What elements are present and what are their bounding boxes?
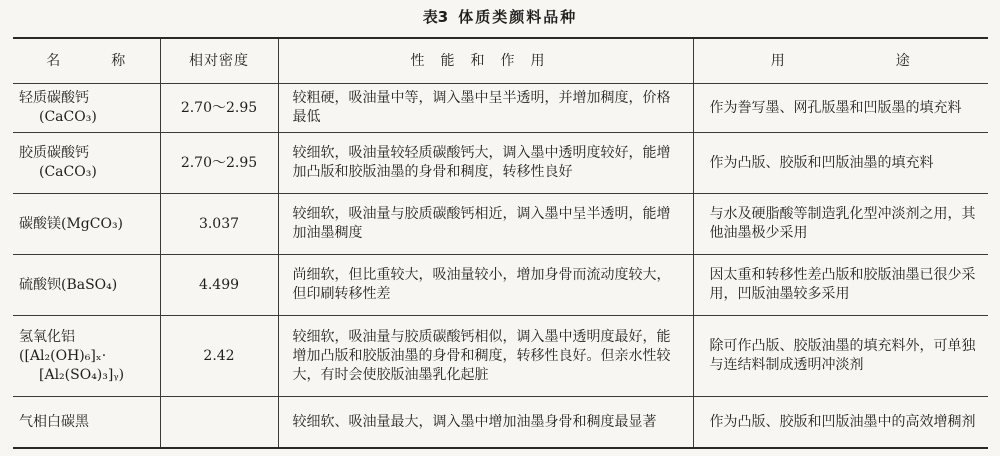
pigment-table xyxy=(13,37,988,449)
cell-use: 与水及硬脂酸等制造乳化型冲淡剂之用，其他油墨极少采用 xyxy=(693,194,988,255)
pigment-name: 气相白碳黑 xyxy=(19,413,89,430)
cell-name xyxy=(13,133,160,194)
pigment-name: 氢氧化铝 xyxy=(19,328,75,345)
table-row xyxy=(13,84,988,133)
table-row xyxy=(13,255,988,316)
cell-density: 2.70～2.95 xyxy=(160,133,278,194)
table-title xyxy=(0,6,1000,27)
header-properties: 性能和作用 xyxy=(278,38,693,84)
cell-properties: 较细软，吸油量与胶质碳酸钙相似，调入墨中透明度最好，能增加凸版和胶版油墨的身骨和稠度，转移性良好。但亲水性较大，有时会使胶版油墨乳化起脏 xyxy=(278,316,693,397)
pigment-name: 胶质碳酸钙 xyxy=(19,145,89,161)
cell-density: 2.70～2.95 xyxy=(160,84,278,133)
cell-properties: 尚细软，但比重较大，吸油量较小，增加身骨而流动度较大，但印刷转移性差 xyxy=(278,255,693,316)
cell-name xyxy=(13,194,160,255)
header-use-part-1: 用 xyxy=(770,52,786,69)
cell-use: 作为誊写墨、网孔版墨和凹版墨的填充料 xyxy=(693,84,988,133)
header-name xyxy=(13,38,160,84)
pigment-formula: (CaCO₃) xyxy=(39,164,97,180)
cell-use: 作为凸版、胶版和凹版油墨中的高效增稠剂 xyxy=(693,397,988,449)
cell-name xyxy=(13,255,160,316)
cell-properties: 较细软，吸油量与胶质碳酸钙相近，调入墨中呈半透明，能增加油墨稠度 xyxy=(278,194,693,255)
cell-properties: 较细软，吸油量较轻质碳酸钙大，调入墨中透明度较好，能增加凸版和胶版油墨的身骨和稠度，转移性良好 xyxy=(278,133,693,194)
header-use xyxy=(693,38,988,84)
cell-density xyxy=(160,397,278,449)
header-row xyxy=(13,38,988,84)
cell-use: 因太重和转移性差凸版和胶版油墨已很少采用，凹版油墨较多采用 xyxy=(693,255,988,316)
pigment-formula-line-1: ([Al₂(OH)₆]ₓ· xyxy=(19,347,107,364)
table-row xyxy=(13,397,988,449)
header-use-part-2: 途 xyxy=(895,52,911,69)
cell-properties: 较细软、吸油量最大，调入墨中增加油墨身骨和稠度最显著 xyxy=(278,397,693,449)
cell-density: 2.42 xyxy=(160,316,278,397)
cell-density: 4.499 xyxy=(160,255,278,316)
cell-name xyxy=(13,397,160,449)
cell-use: 作为凸版、胶版和凹版油墨的填充料 xyxy=(693,133,988,194)
cell-name xyxy=(13,84,160,133)
table-number: 表3 xyxy=(422,8,449,26)
pigment-name: 硫酸钡(BaSO₄) xyxy=(19,276,118,293)
table-row xyxy=(13,133,988,194)
table-row xyxy=(13,316,988,397)
header-density: 相对密度 xyxy=(160,38,278,84)
pigment-name: 碳酸镁(MgCO₃) xyxy=(19,215,124,232)
cell-name xyxy=(13,316,160,397)
pigment-name: 轻质碳酸钙 xyxy=(19,90,89,106)
pigment-formula-line-2: [Al₂(SO₄)₃]ᵧ) xyxy=(39,366,125,383)
cell-use: 除可作凸版、胶版油墨的填充料外，可单独与连结料制成透明冲淡剂 xyxy=(693,316,988,397)
cell-properties: 较粗硬，吸油量中等，调入墨中呈半透明，并增加稠度，价格最低 xyxy=(278,84,693,133)
table-row xyxy=(13,194,988,255)
table-title-text: 体质类颜料品种 xyxy=(458,8,578,26)
cell-density: 3.037 xyxy=(160,194,278,255)
pigment-formula: (CaCO₃) xyxy=(39,109,97,125)
header-name-part-1: 名 xyxy=(46,52,62,69)
header-name-part-2: 称 xyxy=(111,52,127,69)
